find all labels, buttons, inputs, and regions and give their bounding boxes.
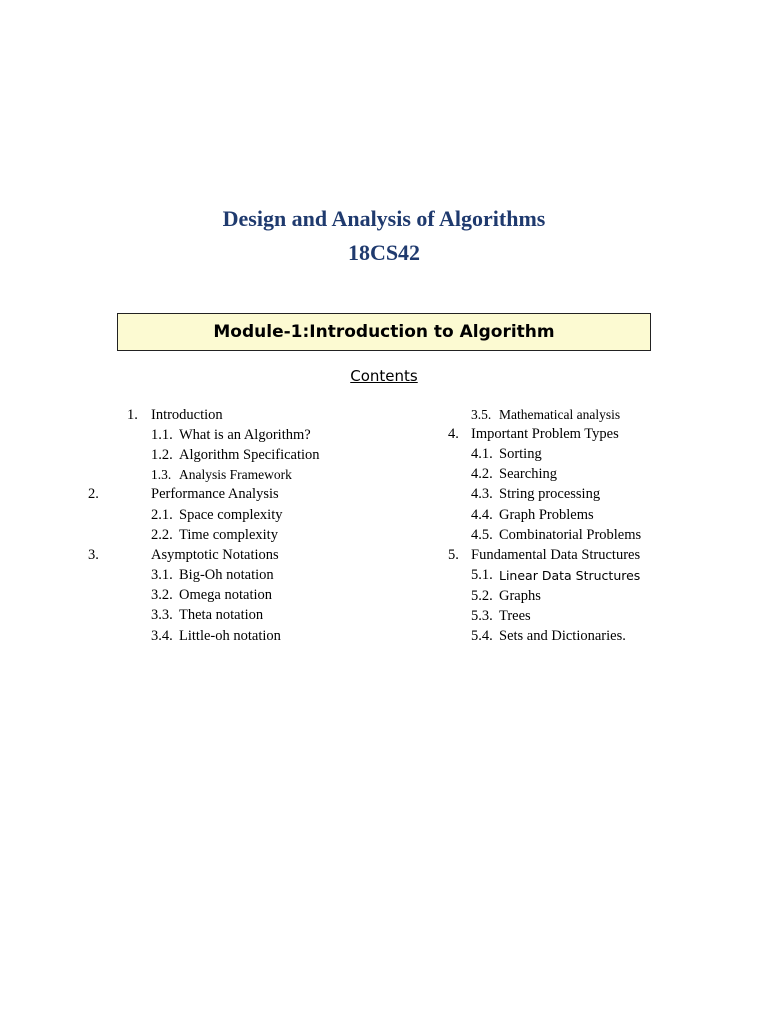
toc-label: Introduction [151,407,223,423]
toc-label: Combinatorial Problems [499,527,642,543]
toc-label: Big-Oh notation [179,567,274,583]
toc-number: 4.2. [471,466,493,482]
module-title-box [117,313,651,351]
course-code: 18CS42 [347,240,421,265]
toc-label: Searching [499,466,557,482]
toc-label: What is an Algorithm? [179,427,311,443]
toc-label: Sorting [499,446,542,462]
toc-label: Graph Problems [499,507,594,523]
toc-number: 5. [448,547,459,563]
toc-label: Graphs [499,588,541,604]
document-title: Design and Analysis of Algorithms [222,206,546,231]
toc-label: Sets and Dictionaries. [499,628,626,644]
contents-heading: Contents [350,367,418,385]
toc-number: 1.1. [151,427,173,443]
toc-number: 1. [127,407,138,423]
toc-number: 3. [88,547,99,563]
toc-number: 4.3. [471,486,493,502]
toc-label: Performance Analysis [151,486,279,502]
toc-label: Theta notation [179,607,264,623]
toc-number: 2.2. [151,527,173,543]
toc-number: 5.2. [471,588,493,604]
toc-label: Space complexity [179,507,283,523]
toc-label: Algorithm Specification [179,447,320,463]
toc-number: 3.2. [151,587,173,603]
toc-number: 4.4. [471,507,493,523]
toc-number: 2. [88,486,99,502]
toc-label: Trees [499,608,531,624]
toc-number: 2.1. [151,507,173,523]
toc-label: Little-oh notation [179,628,281,644]
toc-number: 5.1. [471,567,493,583]
toc-number: 3.3. [151,607,173,623]
toc-number: 4. [448,426,459,442]
toc-number: 3.4. [151,628,173,644]
toc-number: 5.3. [471,608,493,624]
toc-label: Mathematical analysis [499,407,621,422]
toc-number: 1.2. [151,447,173,463]
toc-label: String processing [499,486,601,502]
toc-label: Linear Data Structures [499,568,641,583]
toc-number: 4.5. [471,527,493,543]
toc-number: 5.4. [471,628,493,644]
toc-label: Analysis Framework [179,467,292,482]
toc-number: 3.5. [471,407,492,422]
toc-number: 1.3. [151,467,172,482]
toc-label: Time complexity [179,527,278,543]
toc-label: Important Problem Types [471,426,619,442]
toc-number: 4.1. [471,446,493,462]
module-title: Module-1:Introduction to Algorithm [213,322,555,342]
toc-label: Asymptotic Notations [151,547,279,563]
toc-label: Omega notation [179,587,273,603]
toc-number: 3.1. [151,567,173,583]
toc-label: Fundamental Data Structures [471,547,641,563]
